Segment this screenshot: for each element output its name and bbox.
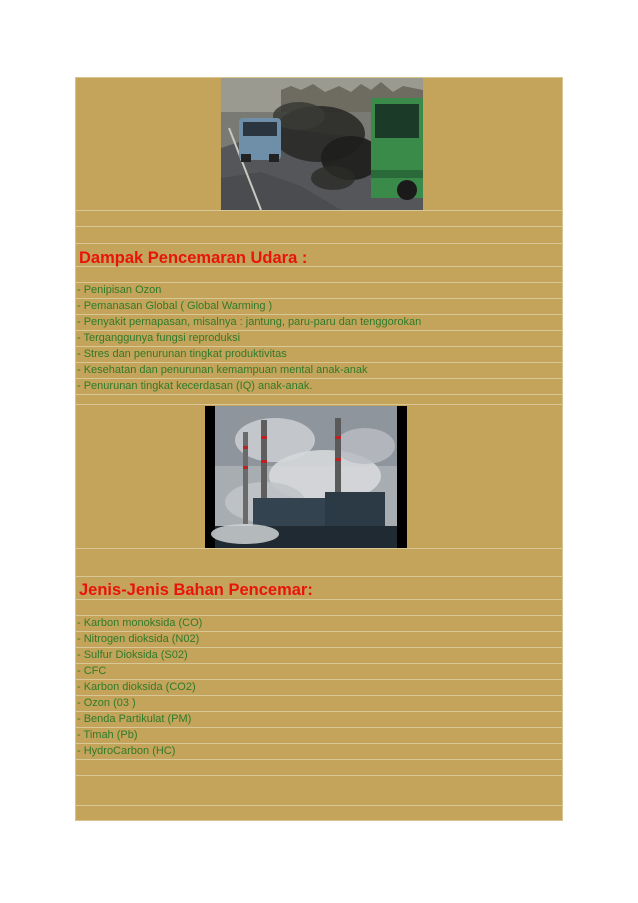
row-divider	[76, 647, 562, 648]
row-divider	[76, 663, 562, 664]
row-divider	[76, 576, 562, 577]
row-divider	[76, 615, 562, 616]
traffic-pollution-photo	[221, 78, 423, 210]
row-divider	[76, 210, 562, 211]
row-divider	[76, 695, 562, 696]
row-divider	[76, 711, 562, 712]
row-divider	[76, 743, 562, 744]
pollutant-item: - Timah (Pb)	[77, 729, 138, 741]
row-divider	[76, 775, 562, 776]
pollutant-item: - Karbon monoksida (CO)	[77, 617, 203, 629]
impact-item: - Stres dan penurunan tingkat produktivitas	[77, 348, 287, 360]
chimney-shape	[243, 432, 248, 524]
row-divider	[76, 679, 562, 680]
pollutant-item: - Sulfur Dioksida (S02)	[77, 649, 188, 661]
pollutants-heading: Jenis-Jenis Bahan Pencemar:	[79, 581, 313, 599]
row-divider	[76, 362, 562, 363]
factory-chimney-photo	[205, 406, 407, 548]
row-divider	[76, 805, 562, 806]
pollutant-item: - Ozon (03 )	[77, 697, 136, 709]
pollutant-item: - Benda Partikulat (PM)	[77, 713, 192, 725]
content-panel	[75, 77, 563, 821]
impact-item: - Kesehatan dan penurunan kemampuan mental anak-anak	[77, 364, 368, 376]
row-divider	[76, 631, 562, 632]
impact-item: - Penipisan Ozon	[77, 284, 162, 296]
row-divider	[76, 394, 562, 395]
row-divider	[76, 314, 562, 315]
car-shape	[239, 118, 281, 162]
pollutant-item: - CFC	[77, 665, 107, 677]
row-divider	[76, 548, 562, 549]
row-divider	[76, 282, 562, 283]
impacts-heading: Dampak Pencemaran Udara :	[79, 249, 308, 267]
impact-item: - Terganggunya fungsi reproduksi	[77, 332, 241, 344]
impact-item: - Pemanasan Global ( Global Warming )	[77, 300, 273, 312]
row-divider	[76, 330, 562, 331]
row-divider	[76, 346, 562, 347]
row-divider	[76, 404, 562, 405]
row-divider	[76, 243, 562, 244]
row-divider	[76, 298, 562, 299]
pollutant-item: - Karbon dioksida (CO2)	[77, 681, 196, 693]
pollutant-item: - HydroCarbon (HC)	[77, 745, 176, 757]
row-divider	[76, 727, 562, 728]
impact-item: - Penyakit pernapasan, misalnya : jantung, paru-paru dan tenggorokan	[77, 316, 422, 328]
row-divider	[76, 759, 562, 760]
bus-shape	[371, 98, 423, 200]
impact-item: - Penurunan tingkat kecerdasan (IQ) anak-anak.	[77, 380, 313, 392]
row-divider	[76, 378, 562, 379]
row-divider	[76, 226, 562, 227]
pollutant-item: - Nitrogen dioksida (N02)	[77, 633, 200, 645]
